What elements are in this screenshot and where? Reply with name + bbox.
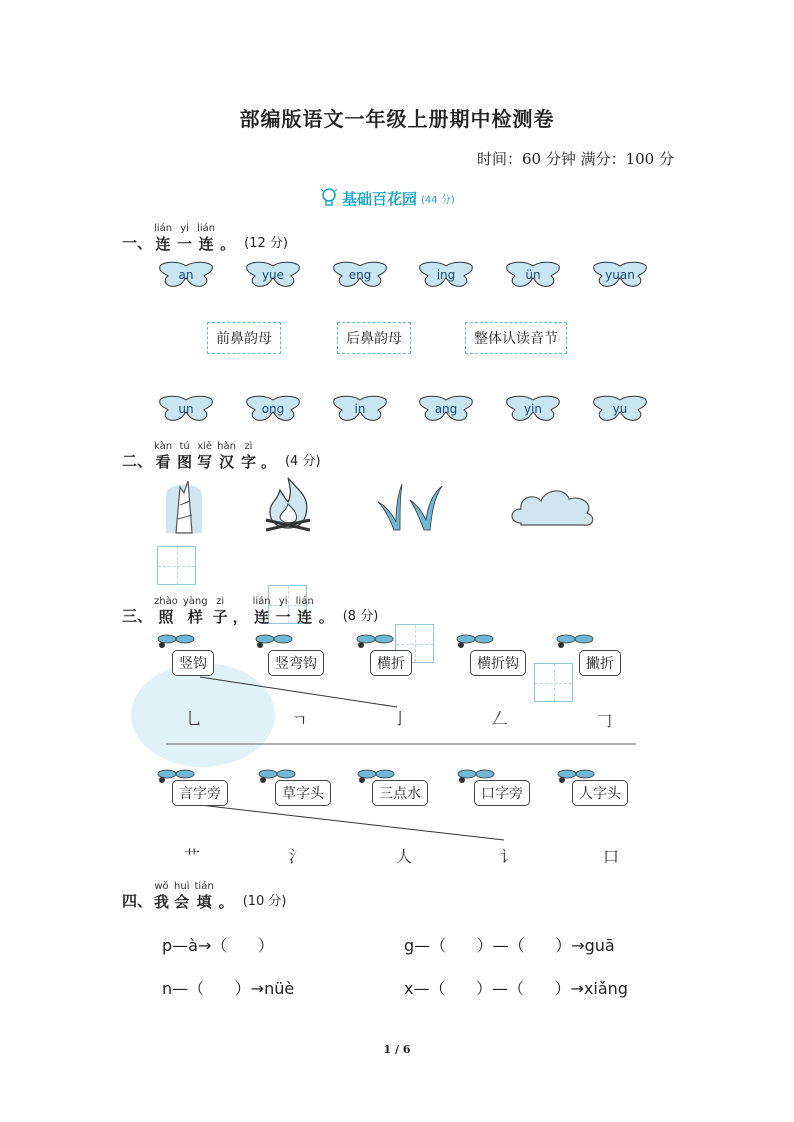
page-title: 部编版语文一年级上册期中检测卷 — [239, 107, 555, 131]
stroke-name-tag[interactable]: 竖钩 — [172, 650, 214, 676]
stroke-name-tag[interactable]: 竖弯钩 — [268, 650, 324, 676]
radical-name-tag[interactable]: 口字旁 — [474, 780, 530, 806]
ruby-char: yàng 样 — [182, 596, 208, 626]
butterfly-label: eng — [348, 268, 371, 282]
ruby-char: zhào 照 — [154, 596, 178, 626]
ruby-char: kàn 看 — [154, 441, 173, 471]
stroke-name-tag[interactable]: 横折 — [370, 650, 412, 676]
ruby-char: wǒ 我 — [154, 881, 170, 911]
stroke-symbol[interactable]: ㄱ — [292, 711, 308, 730]
ruby-char: lián 连 — [295, 596, 314, 626]
stroke-symbol[interactable]: 𠃋 — [492, 709, 509, 728]
butterfly-label: in — [354, 402, 366, 416]
radical-symbol[interactable]: 讠 — [500, 847, 517, 866]
q3-score: (8 分) — [342, 609, 379, 624]
butterfly-label: ong — [261, 402, 285, 416]
stroke-name-tag[interactable]: 横折钩 — [470, 650, 526, 676]
q2-number: 二、 — [122, 452, 153, 470]
stroke-symbol[interactable]: 乚 — [186, 709, 203, 728]
q3-number: 三、 — [122, 607, 153, 625]
fill-in-equation[interactable]: x—（ ）—（ ）→xiǎng — [404, 979, 628, 998]
radical-name-tag[interactable]: 三点水 — [372, 780, 428, 806]
butterfly-label: un — [178, 402, 194, 416]
ruby-char: huì 会 — [174, 881, 190, 911]
q4-score: (10 分) — [242, 894, 287, 909]
banner-points: (44 分) — [421, 194, 455, 206]
ruby-char: zì 字 — [240, 441, 256, 471]
q2-score: (4 分) — [284, 454, 321, 469]
ruby-char: lián 连 — [197, 223, 216, 253]
butterfly-label: yu — [612, 402, 628, 416]
stroke-symbol[interactable]: 亅 — [392, 709, 409, 728]
ruby-char: yi 一 — [275, 596, 291, 626]
category-back-nasal[interactable]: 后鼻韵母 — [337, 322, 411, 354]
radical-symbol[interactable]: 口 — [603, 847, 620, 866]
radical-symbol[interactable]: 艹 — [184, 847, 201, 866]
ruby-char: 。 — [260, 453, 276, 471]
ruby-char: hàn 汉 — [217, 441, 236, 471]
radical-symbol[interactable]: 氵 — [289, 847, 306, 866]
butterfly-label: an — [178, 268, 194, 282]
fill-in-equation[interactable]: p—à→（ ） — [162, 936, 274, 955]
ruby-char: lián 连 — [154, 223, 173, 253]
fill-in-equation[interactable]: g—（ ）—（ ）→guā — [404, 936, 615, 955]
q1-score: (12 分) — [244, 236, 288, 251]
q1-number: 一、 — [122, 234, 153, 252]
butterfly-label: yuan — [605, 268, 635, 282]
radical-symbol[interactable]: 人 — [396, 847, 413, 866]
q4-number: 四、 — [122, 892, 153, 910]
ruby-char: tián 填 — [194, 881, 214, 911]
category-whole-syllable[interactable]: 整体认读音节 — [465, 322, 567, 354]
ruby-char: xiě 写 — [197, 441, 213, 471]
page-number: 1 / 6 — [383, 1043, 411, 1056]
ruby-char: 。 — [318, 608, 334, 626]
butterfly-label: ing — [437, 268, 456, 282]
radical-name-tag[interactable]: 草字头 — [275, 780, 331, 806]
ruby-char: zi 子 — [212, 596, 228, 626]
ruby-char: 。 — [220, 235, 236, 253]
stroke-name-tag[interactable]: 撇折 — [579, 650, 621, 676]
ruby-char: 。 — [218, 893, 234, 911]
butterfly-label: yin — [524, 402, 543, 416]
radical-name-tag[interactable]: 言字旁 — [172, 780, 228, 806]
exam-meta: 时间：60 分钟 满分：100 分 — [476, 150, 674, 168]
fill-in-equation[interactable]: n—（ ）→nüè — [162, 979, 295, 998]
ruby-char: yi 一 — [177, 223, 193, 253]
radical-name-tag[interactable]: 人字头 — [572, 780, 628, 806]
category-front-nasal[interactable]: 前鼻韵母 — [207, 322, 281, 354]
ruby-char: tú 图 — [177, 441, 193, 471]
ruby-char: lián 连 — [252, 596, 271, 626]
butterfly-label: yue — [261, 268, 284, 282]
ruby-char: ， — [232, 608, 248, 626]
banner-text: 基础百花园 — [342, 189, 418, 208]
q4-heading — [122, 880, 287, 911]
butterfly-label: ün — [525, 268, 541, 282]
butterfly-label: ang — [435, 402, 458, 416]
stroke-symbol[interactable]: 𠃌 — [596, 711, 613, 730]
